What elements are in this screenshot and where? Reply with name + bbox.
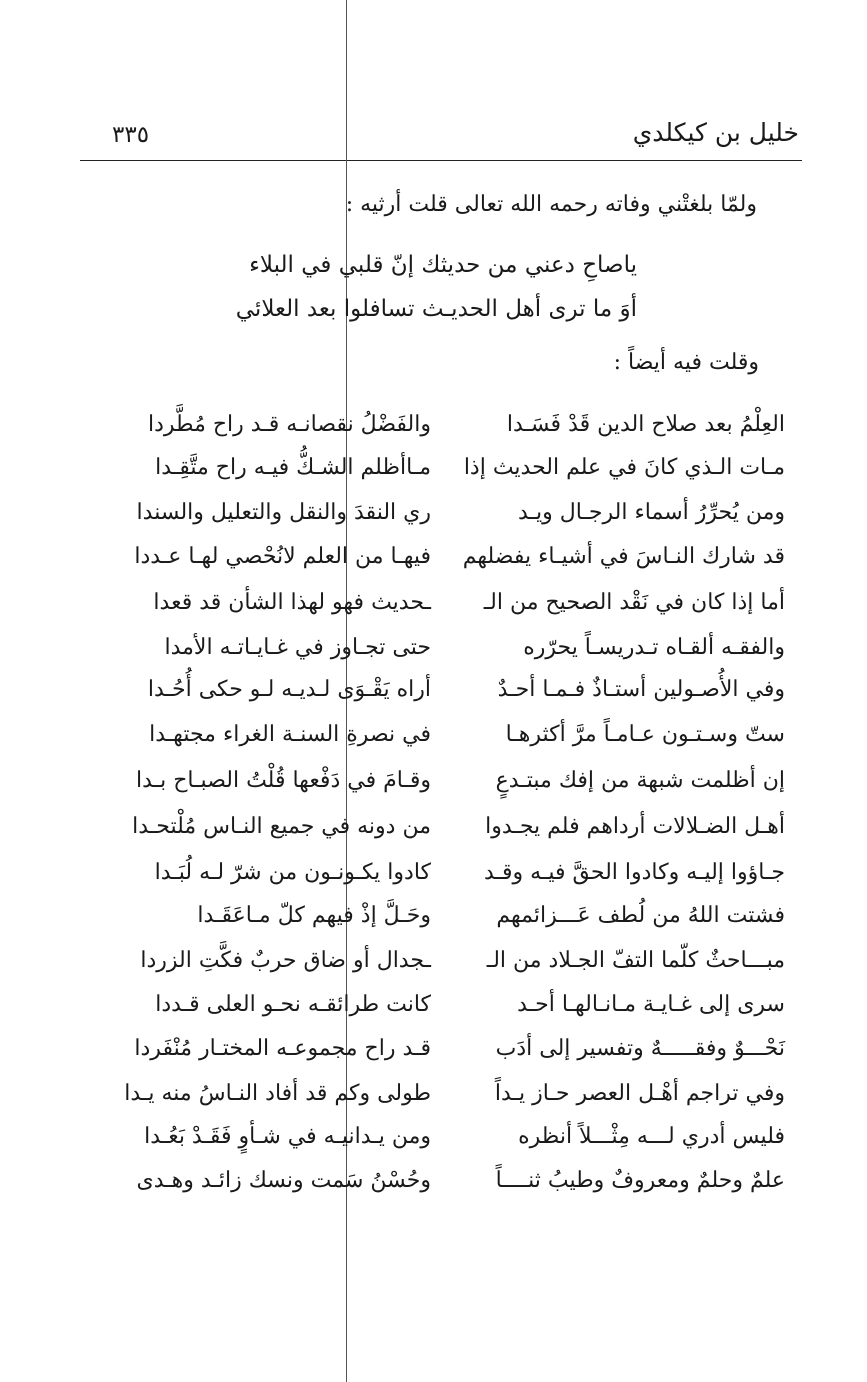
second-hemistich: أراه يَقْـوَى لـديـه لـو حكى أُحُـدا — [147, 677, 431, 702]
first-hemistich: وفي الأُصـولين أستـاذٌ فـمـا أحـدٌ — [497, 677, 785, 702]
poem-row — [0, 1124, 867, 1166]
first-hemistich: مـات الـذي كانَ في علم الحديث إذا — [463, 455, 785, 480]
first-hemistich: نَحْـــوٌ وفقـــــهٌ وتفسير إلى أدَب — [495, 1036, 785, 1061]
second-hemistich: ري النقدَ والنقل والتعليل والسندا — [136, 500, 431, 525]
second-hemistich: كادوا يكـونـون من شرّ لـه لُبَـدا — [154, 860, 431, 885]
first-hemistich: وفي تراجم أهْـل العصر حـاز يـداً — [494, 1081, 785, 1106]
first-hemistich: جـاؤوا إليـه وكادوا الحقَّ فيـه وقـد — [484, 860, 785, 885]
poem-row — [0, 635, 867, 677]
first-hemistich: والفقـه ألقـاه تـدريسـاً يحرّره — [523, 635, 785, 660]
poem-row — [0, 903, 867, 945]
short-poem-line: أوَ ما ترى أهل الحديـث تسافلوا بعد العلائي — [235, 296, 637, 322]
running-title: خليل بن كيكلدي — [632, 118, 799, 147]
first-hemistich: إن أظلمت شبهة من إفك مبتـدعٍ — [495, 768, 785, 793]
first-hemistich: سرى إلى غـايـة مـانـالهـا أحـد — [517, 992, 785, 1017]
second-hemistich: فيهـا من العلم لانُحْصي لهـا عـددا — [134, 544, 431, 569]
second-hemistich: ومن يـدانيـه في شـأوٍ فَقَـدْ بَعُـدا — [144, 1124, 431, 1149]
poem-row — [0, 677, 867, 719]
second-hemistich: وقـامَ في دَفْعها قُلْتُ الصبـاح بـدا — [135, 768, 431, 793]
first-hemistich: أهـل الضـلالات أرداهم فلم يجـدوا — [485, 814, 785, 839]
poem-row — [0, 722, 867, 764]
poem-row — [0, 500, 867, 542]
poem-row — [0, 455, 867, 497]
poem-row — [0, 544, 867, 586]
poem-row — [0, 1081, 867, 1123]
first-hemistich: أما إذا كان في نَقْد الصحيح من الـ — [483, 590, 785, 615]
first-hemistich: فليس أدري لـــه مِثْـــلاً أنظره — [518, 1124, 785, 1149]
first-hemistich: ومن يُحرِّرُ أسماء الرجـال ويـد — [518, 500, 785, 525]
poem-row — [0, 768, 867, 810]
page-number: ٣٣٥ — [112, 122, 150, 148]
second-intro-line: وقلت فيه أيضاً : — [613, 350, 759, 375]
poem-row — [0, 814, 867, 856]
short-poem-line: ياصاحِ دعني من حديثك إنّ قلبي في البلاء — [249, 252, 637, 278]
poem-row — [0, 860, 867, 902]
second-hemistich: طولى وكم قد أفاد النـاسُ منه يـدا — [124, 1081, 431, 1106]
second-hemistich: من دونه في جميع النـاس مُلْتحـدا — [132, 814, 431, 839]
second-hemistich: مـاأظلم الشـكُّ فيـه راح متَّقِـدا — [155, 455, 431, 480]
first-hemistich: العِلْمُ بعد صلاح الدين قَدْ فَسَـدا — [506, 412, 785, 437]
poem-row — [0, 948, 867, 990]
first-hemistich: فشتت اللهُ من لُطف عَـــزائمهم — [496, 903, 785, 928]
second-hemistich: في نصرةِ السنـة الغراء مجتهـدا — [149, 722, 431, 747]
poem-row — [0, 1036, 867, 1078]
poem-row — [0, 590, 867, 632]
second-hemistich: كانت طرائقـه نحـو العلى قـددا — [155, 992, 431, 1017]
second-hemistich: حتى تجـاوز في غـايـاتـه الأمدا — [164, 635, 431, 660]
second-hemistich: والفَضْلُ نقصانـه قـد راح مُطَّردا — [147, 412, 431, 437]
poem-row — [0, 412, 867, 454]
poem-row — [0, 1168, 867, 1210]
first-hemistich: قد شارك النـاسَ في أشيـاء يفضلهم — [462, 544, 785, 569]
second-hemistich: وحَـلَّ إذْ فيهم كلّ مـاعَقَـدا — [197, 903, 431, 928]
intro-line: ولمّا بلغتْني وفاته رحمه الله تعالى قلت أرثيه : — [345, 192, 757, 217]
first-hemistich: ستّ وسـتـون عـامـاً مرَّ أكثرهـا — [505, 722, 785, 747]
second-hemistich: وحُسْنُ سَمت ونسك زائـد وهـدى — [136, 1168, 431, 1193]
poem-row — [0, 992, 867, 1034]
second-hemistich: ـحديث فهو لهذا الشأن قد قعدا — [153, 590, 431, 615]
header-rule — [80, 160, 802, 161]
second-hemistich: ـجدال أو ضاق حربٌ فكَّتِ الزردا — [140, 948, 431, 973]
first-hemistich: علمٌ وحلمٌ ومعروفٌ وطيبُ ثنــــاً — [495, 1168, 785, 1193]
second-hemistich: قـد راح مجموعـه المختـار مُنْفَردا — [134, 1036, 431, 1061]
first-hemistich: مبـــاحثٌ كلّما التفّ الجـلاد من الـ — [486, 948, 785, 973]
